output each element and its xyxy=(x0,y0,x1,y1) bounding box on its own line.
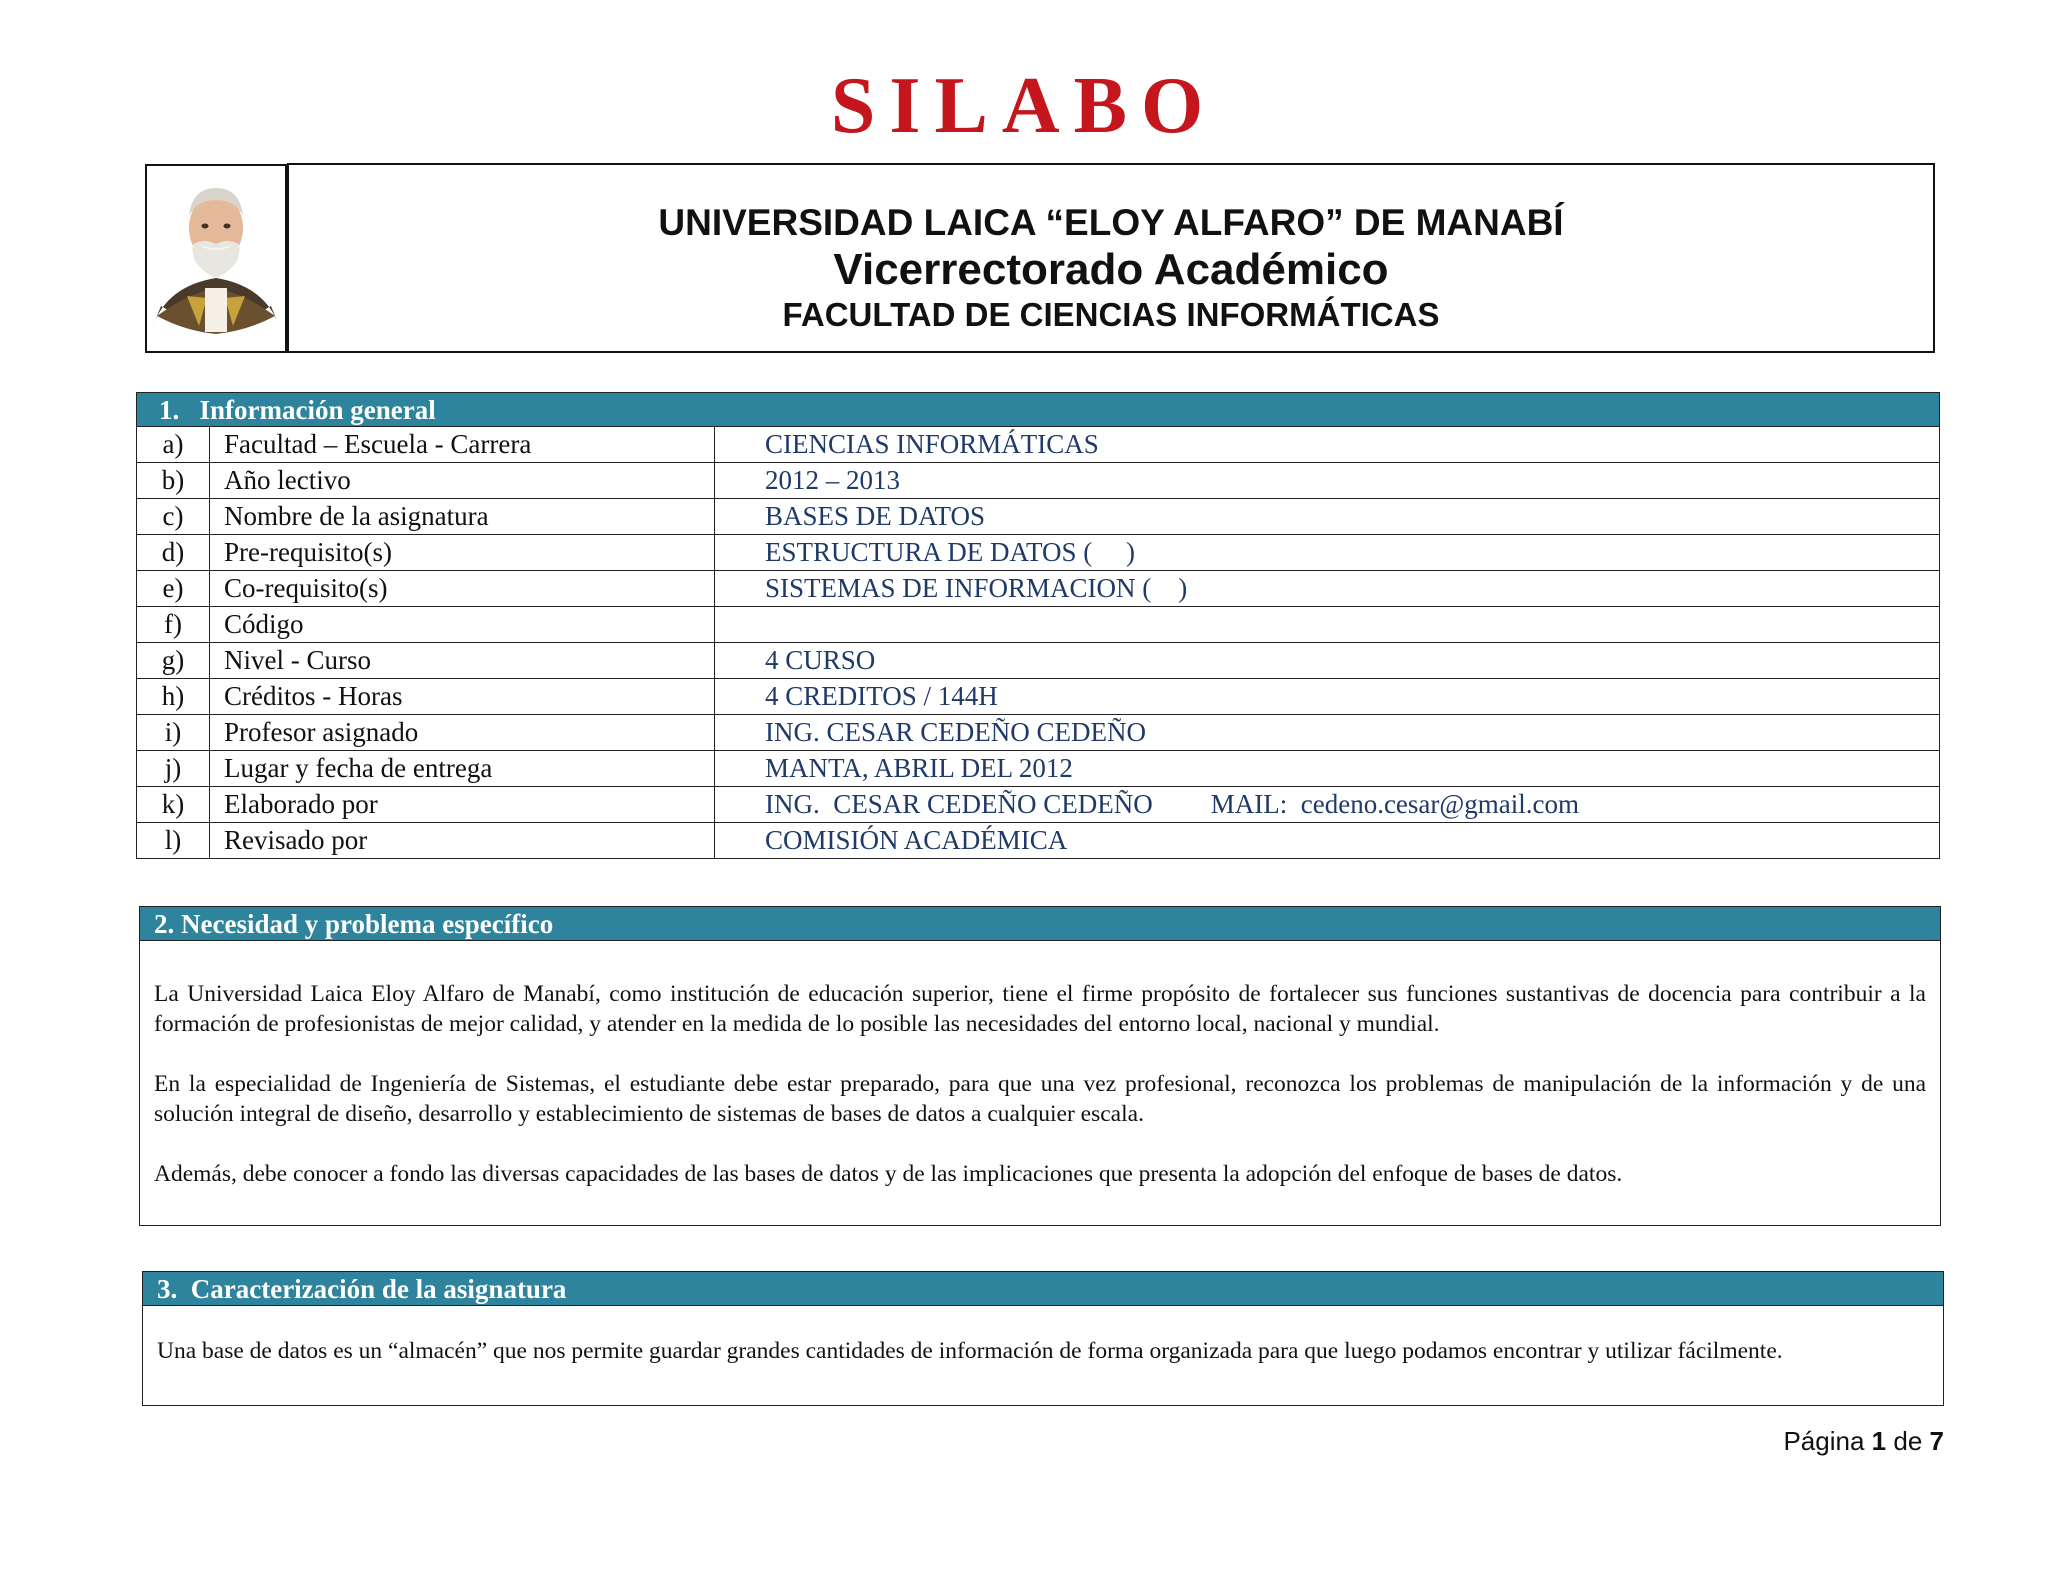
info-row-value xyxy=(715,571,1940,607)
page-of-word: de xyxy=(1893,1426,1923,1456)
info-row-label: Revisado por xyxy=(210,823,715,859)
page-total: 7 xyxy=(1929,1426,1944,1456)
info-row-letter: i) xyxy=(137,715,210,751)
section-characterization-title: 3. Caracterización de la asignatura xyxy=(157,1274,567,1304)
need-paragraph-1: La Universidad Laica Eloy Alfaro de Manabí, como institución de educación superior, tiene el firme propósito de fortalecer sus funciones sustantivas de docencia para contribuir a la formación de profesionistas de mejor calidad, y atender en la medida de lo posible las necesidades del entorno local, nacional y mundial. xyxy=(154,981,1926,1037)
info-row xyxy=(137,823,1939,859)
info-row-letter: d) xyxy=(137,535,210,571)
info-row-value xyxy=(715,427,1940,463)
info-row-value-text: SISTEMAS DE INFORMACION ( ) xyxy=(765,573,1188,603)
founder-portrait xyxy=(145,164,287,353)
info-row-value xyxy=(715,715,1940,751)
info-row-value xyxy=(715,751,1940,787)
info-row xyxy=(137,427,1939,463)
info-row-label: Elaborado por xyxy=(210,787,715,823)
info-row-value xyxy=(715,643,1940,679)
info-row-value-text: BASES DE DATOS xyxy=(765,501,986,531)
info-row-value xyxy=(715,607,1940,643)
info-row-letter: a) xyxy=(137,427,210,463)
info-row-value-text: COMISIÓN ACADÉMICA xyxy=(765,825,1068,855)
info-row-label: Profesor asignado xyxy=(210,715,715,751)
section-need-problem-header xyxy=(140,907,1940,941)
info-row-value xyxy=(715,787,1940,823)
info-row xyxy=(137,643,1939,679)
info-row-letter: f) xyxy=(137,607,210,643)
info-row-value-text: CIENCIAS INFORMÁTICAS xyxy=(765,429,1099,459)
info-row-label: Créditos - Horas xyxy=(210,679,715,715)
info-row-value xyxy=(715,499,1940,535)
info-row-value xyxy=(715,463,1940,499)
section-characterization-header xyxy=(143,1272,1943,1306)
page-current: 1 xyxy=(1871,1426,1887,1456)
general-info-table xyxy=(137,427,1939,858)
page-word: Página xyxy=(1783,1426,1865,1456)
portrait-image-icon xyxy=(147,166,285,351)
info-row-label: Co-requisito(s) xyxy=(210,571,715,607)
info-row-letter: h) xyxy=(137,679,210,715)
info-row xyxy=(137,499,1939,535)
section-characterization xyxy=(142,1271,1944,1406)
info-row-label: Nombre de la asignatura xyxy=(210,499,715,535)
vicerrectorado-name: Vicerrectorado Académico xyxy=(833,245,1389,294)
info-row-value-text: 4 CREDITOS / 144H xyxy=(765,681,998,711)
info-row-value-text: MANTA, ABRIL DEL 2012 xyxy=(765,753,1073,783)
section-general-info xyxy=(136,392,1940,859)
characterization-paragraph: Una base de datos es un “almacén” que nos permite guardar grandes cantidades de información de forma organizada para que luego podamos encontrar y utilizar fácilmente. xyxy=(157,1338,1783,1364)
section-general-info-header xyxy=(137,393,1939,427)
document-title: SILABO xyxy=(830,62,1218,150)
section-need-problem xyxy=(139,906,1941,1226)
info-row-letter: l) xyxy=(137,823,210,859)
info-row xyxy=(137,535,1939,571)
info-row-value-text: 2012 – 2013 xyxy=(765,465,900,495)
page-number xyxy=(1783,1426,1944,1457)
info-row-value-text: 4 CURSO xyxy=(765,645,876,675)
info-row-value xyxy=(715,535,1940,571)
need-paragraph-2: En la especialidad de Ingeniería de Sistemas, el estudiante debe estar preparado, para que una vez profesional, reconozca los problemas de manipulación de la información y de una solución integral de diseño, desarrollo y establecimiento de sistemas de bases de datos a cualquier escala. xyxy=(154,1071,1926,1127)
info-row-value-text: ING. CESAR CEDEÑO CEDEÑO xyxy=(765,717,1146,747)
info-row-letter: j) xyxy=(137,751,210,787)
info-row xyxy=(137,787,1939,823)
author-email: MAIL: cedeno.cesar@gmail.com xyxy=(1210,789,1579,819)
info-row xyxy=(137,463,1939,499)
info-row xyxy=(137,751,1939,787)
info-row-label: Lugar y fecha de entrega xyxy=(210,751,715,787)
info-row-value xyxy=(715,823,1940,859)
info-row-value-text: ING. CESAR CEDEÑO CEDEÑO xyxy=(765,789,1153,819)
section-need-problem-title: 2. Necesidad y problema específico xyxy=(154,909,554,939)
info-row xyxy=(137,607,1939,643)
info-row-label: Año lectivo xyxy=(210,463,715,499)
info-row-letter: g) xyxy=(137,643,210,679)
section-general-info-title: 1. Información general xyxy=(159,395,436,425)
info-row-label: Facultad – Escuela - Carrera xyxy=(210,427,715,463)
university-name: UNIVERSIDAD LAICA “ELOY ALFARO” DE MANABÍ xyxy=(658,202,1564,243)
info-row-label: Nivel - Curso xyxy=(210,643,715,679)
need-paragraph-3: Además, debe conocer a fondo las diversas capacidades de las bases de datos y de las implicaciones que presenta la adopción del enfoque de bases de datos. xyxy=(154,1161,1623,1187)
faculty-name: FACULTAD DE CIENCIAS INFORMÁTICAS xyxy=(782,296,1440,333)
info-row-letter: k) xyxy=(137,787,210,823)
info-row-letter: e) xyxy=(137,571,210,607)
info-row-label: Código xyxy=(210,607,715,643)
info-row xyxy=(137,679,1939,715)
info-row-label: Pre-requisito(s) xyxy=(210,535,715,571)
info-row xyxy=(137,715,1939,751)
institution-header xyxy=(287,163,1935,353)
info-row-value-text: ESTRUCTURA DE DATOS ( ) xyxy=(765,537,1136,567)
info-row-value xyxy=(715,679,1940,715)
info-row-letter: c) xyxy=(137,499,210,535)
info-row xyxy=(137,571,1939,607)
info-row-letter: b) xyxy=(137,463,210,499)
